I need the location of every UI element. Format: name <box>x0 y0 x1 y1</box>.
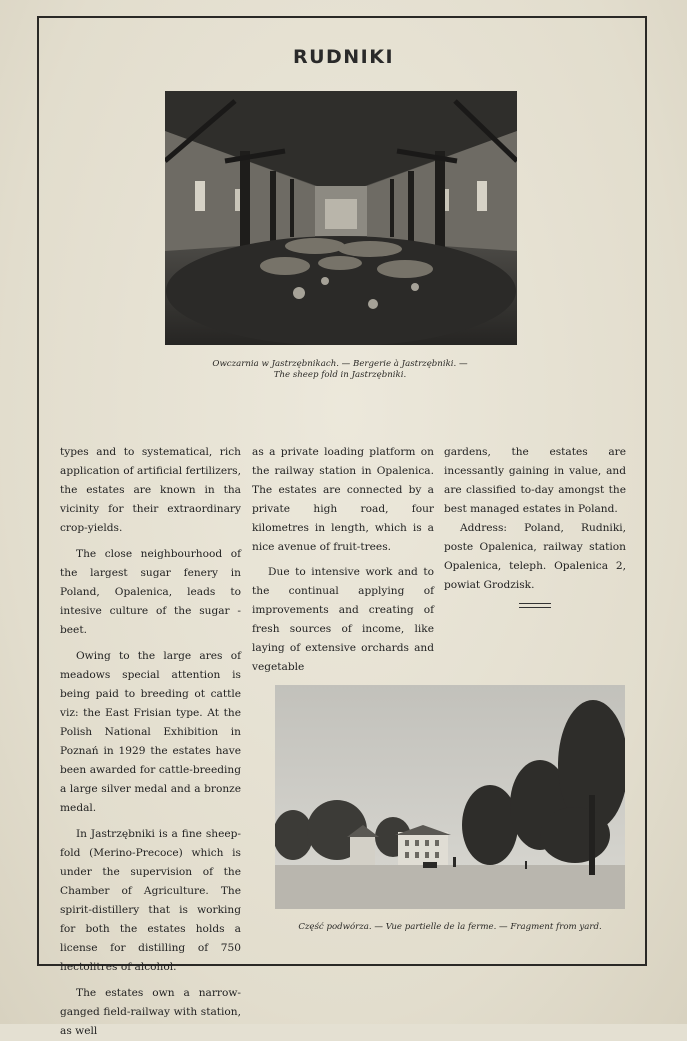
paragraph: Owing to the large ares of meadows special attention is being paid to breeding ot cattle viz: the East Frisian type. At the Polish National Exhibition in Poznań in 1929 the estates have been awarded for cattle-breeding a large silver medal and a bronze medal. <box>60 650 241 814</box>
farm-yard-photo <box>275 685 625 909</box>
paragraph: In Jastrzębniki is a fine sheep-fold (Merino-Precoce) which is under the supervision of the Chamber of Agriculture. The spirit-distillery that is working for both the estates holds a license for distilling of 750 hectolitres of alcohol. <box>60 828 241 973</box>
text-column-1 <box>60 443 241 1041</box>
text-column-2 <box>252 443 434 677</box>
caption-line: The sheep fold in Jastrzębniki. <box>273 370 407 380</box>
farm-yard-caption: Część podwórza. — Vue partielle de la ferme. — Fragment from yard. <box>298 922 602 932</box>
paragraph: as a private loading platform on the railway station in Opalenica. The estates are connected by a private high road, four kilometres in length, which is a nice avenue of fruit-trees. <box>252 446 434 553</box>
text-column-3 <box>444 443 626 608</box>
sheep-fold-caption <box>160 359 520 381</box>
paragraph: The close neighbourhood of the largest sugar fenery in Poland, Opalenica, leads to intesive culture of the sugar - beet. <box>60 548 241 636</box>
caption-line: Owczarnia w Jastrzębnikach. — Bergerie à Jastrzębniki. — <box>212 359 468 369</box>
paragraph: Address: Poland, Rudniki, poste Opalenica, railway station Opalenica, teleph. Opalenica 2, powiat Grodzisk. <box>444 522 626 591</box>
page-title: RUDNIKI <box>292 46 395 68</box>
paragraph: gardens, the estates are incessantly gaining in value, and are classified to-day amongst the best managed estates in Poland. <box>444 446 626 515</box>
paragraph: Due to intensive work and to the continual applying of improvements and creating of fresh sources of income, like laying of extensive orchards and vegetable <box>252 566 434 673</box>
end-rule <box>519 603 551 608</box>
paragraph: The estates own a narrow-ganged field-railway with station, as well <box>60 987 241 1037</box>
sheep-fold-photo <box>165 91 517 345</box>
paragraph: types and to systematical, rich application of artificial fertilizers, the estates are known in tha vicinity for their extraordinary crop-yields. <box>60 446 241 534</box>
